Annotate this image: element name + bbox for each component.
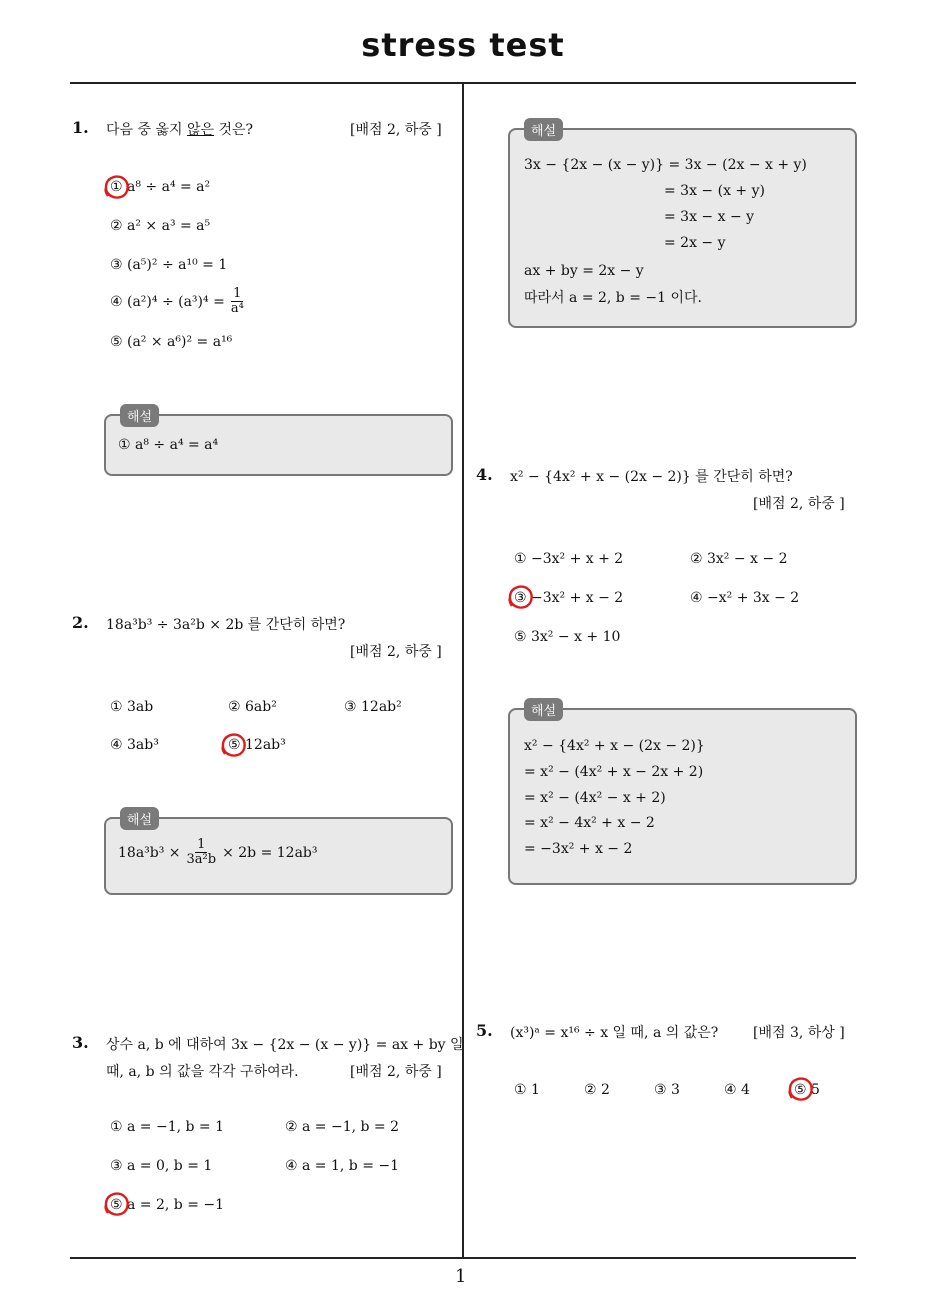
choice-3[interactable]: ③ (a⁵)² ÷ a¹⁰ = 1 [110,257,228,273]
choice-1[interactable]: ① −3x² + x + 2 [514,551,624,567]
solution-right: × 2b = 12ab³ [222,844,318,861]
score-meta: [배점 2, 하중 ] [350,644,442,660]
choice-2[interactable]: ② 6ab² [228,699,277,715]
solution-line: ax + by = 2x − y [524,263,644,279]
fraction [231,287,244,317]
choice-1[interactable]: ① a⁸ ÷ a⁴ = a² [110,179,211,195]
choice-3[interactable]: ③ a = 0, b = 1 [110,1158,213,1174]
choice-5[interactable]: ⑤ 3x² − x + 10 [514,629,621,645]
choice-2[interactable]: ② 2 [584,1082,610,1098]
choice-1[interactable]: ① 3ab [110,699,154,715]
score-meta: [배점 2, 하중 ] [350,122,442,138]
choice-1[interactable]: ① a = −1, b = 1 [110,1119,225,1135]
choice-3[interactable]: ③ −3x² + x − 2 [514,590,624,606]
solution-line: = −3x² + x − 2 [524,841,633,857]
solution-line: = 2x − y [664,235,726,251]
fraction-denominator: a⁴ [230,301,244,317]
question-stem-line-2: 때, a, b 의 값을 각각 구하여라. [106,1064,299,1080]
page-number: 1 [455,1266,467,1287]
stem-part: 것은? [214,122,254,138]
fraction-numerator: 1 [197,837,206,852]
choice-4[interactable]: ④ a = 1, b = −1 [285,1158,400,1174]
fraction [187,838,217,868]
choice-5[interactable]: ⑤ (a² × a⁶)² = a¹⁶ [110,334,233,350]
score-meta: [배점 2, 하중 ] [350,1064,442,1080]
question-stem [106,119,253,139]
fraction-numerator: 1 [233,286,242,301]
question-stem-line-1: 상수 a, b 에 대하여 3x − {2x − (x − y)} = ax + by 일 [106,1037,464,1053]
solution-tag: 해설 [120,807,159,830]
stem-underlined: 않은 [186,122,215,138]
solution-left: 18a³b³ × [118,844,181,861]
question-stem: x² − {4x² + x − (2x − 2)} 를 간단히 하면? [510,469,793,485]
answer-mark-circle [219,731,249,761]
column-divider [462,84,464,1258]
solution-line: = x² − 4x² + x − 2 [524,815,655,831]
choice-4[interactable] [110,287,244,317]
question-number: 2. [72,613,89,632]
choice-4[interactable]: ④ −x² + 3x − 2 [690,590,800,606]
answer-mark-circle [102,1190,132,1220]
solution-line: = x² − (4x² + x − 2x + 2) [524,764,704,780]
choice-5[interactable]: ⑤ a = 2, b = −1 [110,1197,225,1213]
answer-mark-circle [506,583,536,613]
solution-tag: 해설 [524,118,563,141]
choice-5[interactable]: ⑤ 5 [794,1082,820,1098]
score-meta: [배점 3, 하상 ] [753,1025,845,1041]
solution-line: x² − {4x² + x − (2x − 2)} [524,738,705,754]
choice-4-left: ④ (a²)⁴ ÷ (a³)⁴ = [110,293,225,310]
answer-mark-circle [786,1075,816,1105]
fraction-denominator: 3a²b [186,852,217,868]
page-title: stress test [361,26,565,64]
solution-tag: 해설 [120,404,159,427]
choice-5[interactable]: ⑤ 12ab³ [228,737,286,753]
choice-4[interactable]: ④ 3ab³ [110,737,159,753]
choice-2[interactable]: ② a = −1, b = 2 [285,1119,400,1135]
stem-part: 다음 중 옳지 [106,122,187,138]
solution-line: = 3x − (x + y) [664,183,765,199]
choice-2[interactable]: ② 3x² − x − 2 [690,551,788,567]
solution-tag: 해설 [524,698,563,721]
solution-text [118,838,318,868]
question-stem: 18a³b³ ÷ 3a²b × 2b 를 간단히 하면? [106,617,346,633]
question-number: 1. [72,118,89,137]
solution-line: = x² − (4x² − x + 2) [524,790,666,806]
choice-3[interactable]: ③ 12ab² [344,699,402,715]
choice-1[interactable]: ① 1 [514,1082,540,1098]
answer-mark-circle [102,173,132,203]
solution-line: = 3x − x − y [664,209,755,225]
choice-2[interactable]: ② a² × a³ = a⁵ [110,218,211,234]
solution-line: 따라서 a = 2, b = −1 이다. [524,290,702,306]
solution-line: 3x − {2x − (x − y)} = 3x − (2x − x + y) [524,157,807,173]
choice-4[interactable]: ④ 4 [724,1082,750,1098]
question-number: 3. [72,1033,89,1052]
score-meta: [배점 2, 하중 ] [753,496,845,512]
footer-rule [70,1257,856,1259]
choice-3[interactable]: ③ 3 [654,1082,680,1098]
solution-text: ① a⁸ ÷ a⁴ = a⁴ [118,437,219,453]
question-number: 5. [476,1021,493,1040]
question-number: 4. [476,465,493,484]
question-stem: (x³)ᵃ = x¹⁶ ÷ x 일 때, a 의 값은? [510,1025,719,1041]
